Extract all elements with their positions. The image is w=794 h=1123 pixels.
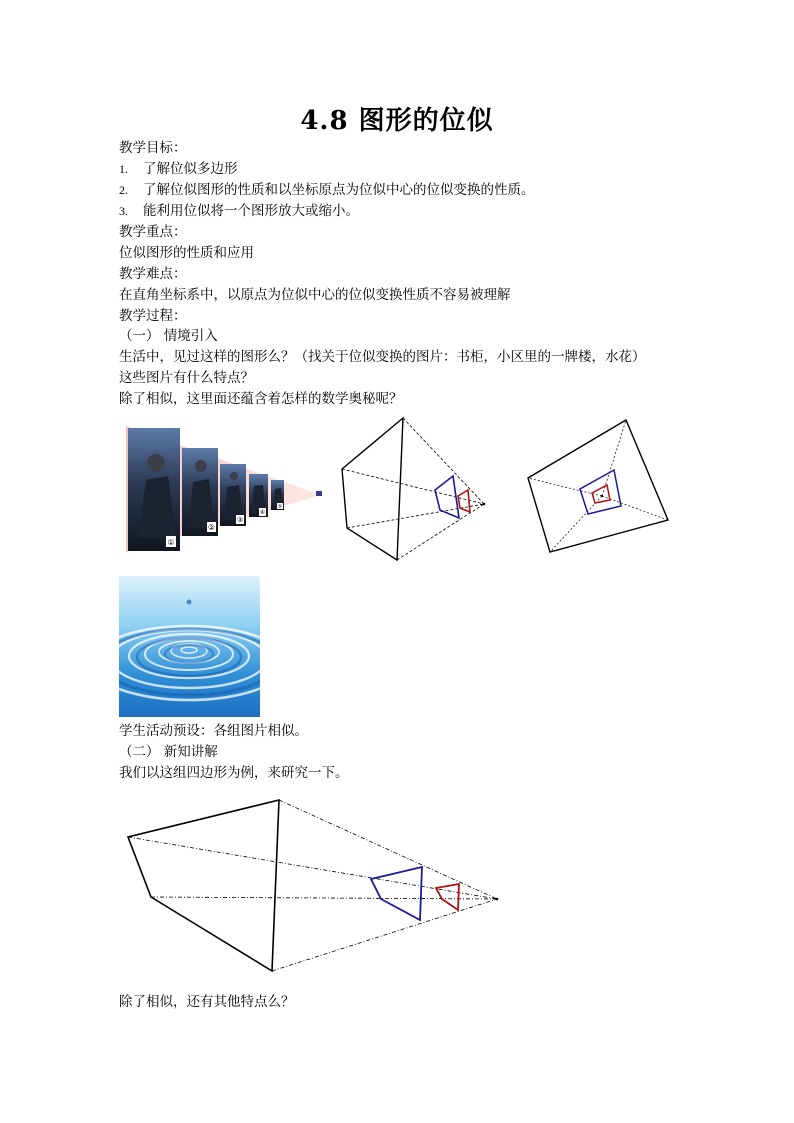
section1-paragraph-2: 这些图片有什么特点？ [119,370,254,386]
homothety-internal-figure [524,414,674,558]
key-heading: 教学重点： [119,224,187,240]
section1-paragraph-1: 生活中，见过这样的图形么？（找关于位似变换的图片：书柜，小区里的一牌楼，水花） [119,349,646,365]
blue-quadrilateral [435,476,459,518]
nested-photos-figure [126,418,330,556]
red-quadrilateral [592,485,610,503]
large-quadrilateral [128,800,279,971]
section2-paragraph-1: 我们以这组四边形为例，来研究一下。 [119,765,349,781]
objective-number: 1. [119,162,128,176]
closing-question: 除了相似，还有其他特点么？ [119,994,295,1010]
rays-from-center [528,420,668,552]
objective-item-2 [119,180,535,200]
projection-center [316,491,322,496]
large-quadrilateral [342,418,403,560]
section1-heading: （一） 情境引入 [119,328,218,344]
photo-label-3: ③ [236,516,244,524]
red-quadrilateral [436,884,459,910]
section1-paragraph-3: 除了相似，这里面还蕴含着怎样的数学奥秘呢？ [119,391,403,407]
section2-heading: （二） 新知讲解 [119,744,218,760]
key-text: 位似图形的性质和应用 [119,245,254,261]
difficulty-heading: 教学难点： [119,266,187,282]
objectives-heading: 教学目标： [119,140,187,156]
difficulty-text: 在直角坐标系中，以原点为位似中心的位似变换性质不容易被理解 [119,287,511,303]
objective-text: 能利用位似将一个图形放大或缩小。 [143,203,359,219]
homothety-center [496,898,499,901]
photo-label-1: ① [167,538,175,547]
water-ripple-image [119,576,260,717]
photo-label-5: ⑤ [277,504,283,510]
objective-item-3 [119,201,359,221]
quadrilateral-homothety-diagram [124,795,504,977]
homothety-center [483,503,486,506]
objective-item-1 [119,159,238,179]
photo-label-4: ④ [259,509,266,516]
photo-1 [128,428,180,551]
objective-number: 3. [119,204,128,218]
water-droplet [187,600,192,605]
homothety-center [601,495,603,497]
outer-quadrilateral [528,420,668,552]
activity-text: 学生活动预设：各组图片相似。 [119,723,308,739]
process-heading: 教学过程： [119,308,187,324]
objective-number: 2. [119,183,128,197]
red-quadrilateral [458,490,470,512]
photo-label-2: ② [207,523,216,532]
objective-text: 了解位似多边形 [143,161,238,177]
blue-quadrilateral [371,867,422,920]
rays-to-center [128,800,497,971]
homothety-external-figure [334,412,494,567]
page-title: 4.8 图形的位似 [300,106,494,136]
objective-text: 了解位似图形的性质和以坐标原点为位似中心的位似变换的性质。 [143,182,535,198]
